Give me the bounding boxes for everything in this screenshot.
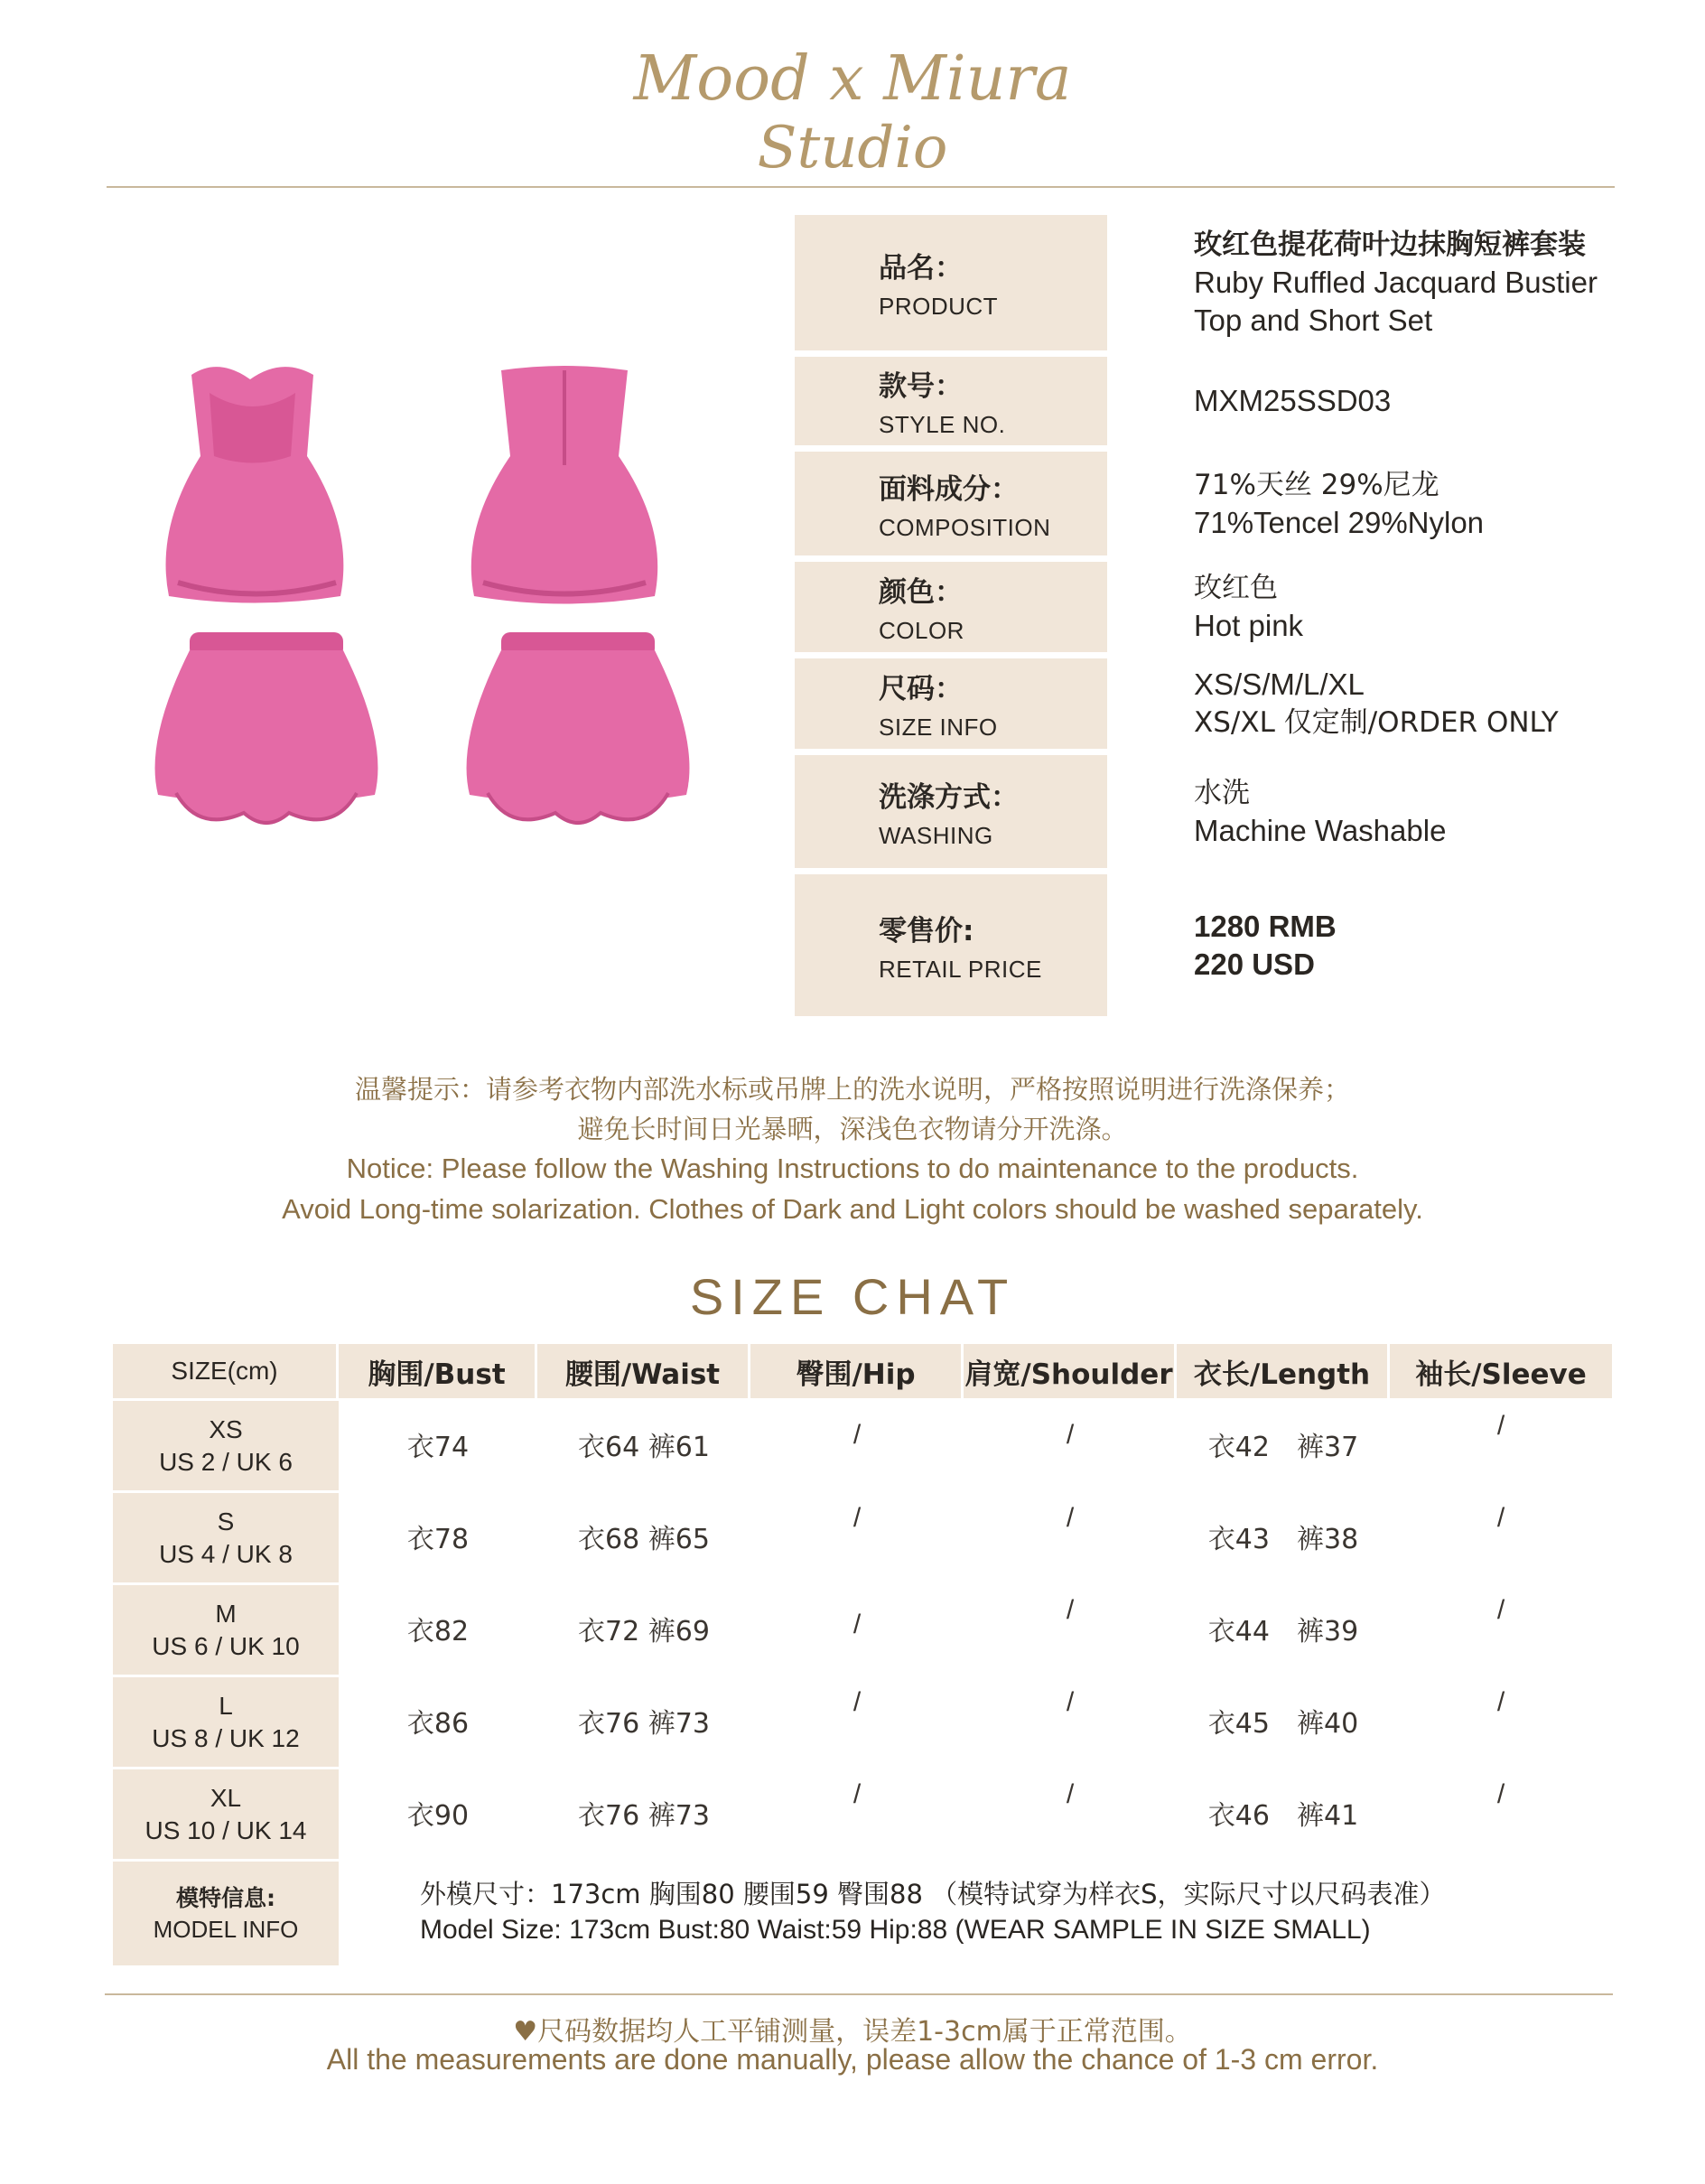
spec-key-en: COLOR [879,617,964,644]
size-cell [113,1490,339,1582]
bust-cell: 衣78 [406,1524,470,1555]
size-label: M [215,1599,237,1628]
notice-en-line2: Avoid Long-time solarization. Clothes of Dark and Light colors should be washed separately. [282,1193,1423,1225]
spec-value-line: 71%Tencel 29%Nylon [1194,505,1485,539]
table-row [113,1767,1612,1859]
size-chart-header [113,1344,1612,1398]
size-region: US 8 / UK 12 [152,1723,300,1752]
spec-value-size-info [1107,658,1559,749]
waist-cell: 衣76 裤73 [578,1800,710,1832]
notice-cn-line1: 温馨提示：请参考衣物内部洗水标或吊牌上的洗水说明，严格按照说明进行洗涤保养； [354,1074,1350,1105]
size-chart-table [113,1344,1612,1965]
bottom-divider [105,1993,1613,1995]
size-label: L [219,1691,233,1720]
spec-key-cn: 洗涤方式： [879,780,1019,814]
sleeve-cell: / [1496,1503,1505,1533]
header-size: SIZE(cm) [113,1344,339,1398]
top-divider [107,186,1615,188]
model-info-cn: 外模尺寸：173cm 胸围80 腰围59 臀围88 （模特试穿为样衣S，实际尺寸以尺码表准） [420,1879,1446,1909]
spec-key-washing [795,755,1107,868]
spec-row-style-no [795,357,1635,445]
top-front-image [155,357,354,619]
header-shoulder: 肩宽/Shoulder [964,1344,1177,1398]
spec-value-composition [1107,452,1484,555]
spec-value-color [1107,562,1303,652]
bust-cell: 衣82 [406,1616,470,1647]
spec-value-line: 玫红色 [1194,572,1278,604]
size-cell [113,1675,339,1767]
size-label: S [217,1507,235,1535]
spec-value-line: Hot pink [1194,609,1304,642]
shorts-back-image [456,632,700,835]
spec-key-color [795,562,1107,652]
hip-cell: / [852,1610,862,1639]
spec-value-product [1107,215,1598,350]
spec-row-product [795,215,1635,350]
size-region: US 6 / UK 10 [152,1631,300,1660]
spec-value-line: 玫红色提花荷叶边抹胸短裤套装 [1194,229,1586,261]
brand-logo [0,36,1705,190]
spec-key-cn: 面料成分： [879,472,1019,506]
spec-value-line: 1280 RMB [1194,909,1337,943]
product-photos [144,357,704,845]
spec-key-en: RETAIL PRICE [879,955,1042,983]
sleeve-cell: / [1496,1687,1505,1717]
table-row [113,1490,1612,1582]
spec-row-washing [795,755,1635,868]
length-cell: 衣45 裤40 [1207,1708,1359,1740]
spec-key-en: WASHING [879,821,993,849]
shoulder-cell: / [1066,1687,1075,1717]
size-chart-title: SIZE CHAT [689,1268,1016,1325]
shoulder-cell: / [1066,1503,1075,1533]
spec-key-en: PRODUCT [879,293,999,320]
spec-key-cn: 尺码： [879,673,963,705]
shorts-front-image [144,632,388,835]
spec-value-style-no [1107,357,1391,445]
size-region: US 2 / UK 6 [159,1447,293,1476]
length-cell: 衣44 裤39 [1207,1616,1359,1647]
spec-key-cn: 颜色： [879,576,963,609]
table-row [113,1675,1612,1767]
logo-line1: Mood x Miura [633,43,1072,115]
sleeve-cell: / [1496,1595,1505,1625]
waist-cell: 衣68 裤65 [578,1524,710,1555]
spec-key-en: STYLE NO. [879,411,1006,438]
spec-value-line: MXM25SSD03 [1194,384,1392,417]
header-bust: 胸围/Bust [339,1344,537,1398]
spec-value-line: Top and Short Set [1194,303,1433,337]
spec-value-washing [1107,755,1446,868]
spec-value-line: Machine Washable [1194,813,1447,847]
sleeve-cell: / [1496,1779,1505,1809]
spec-value-line: XS/XL 仅定制/ORDER ONLY [1194,706,1559,739]
spec-key-size-info [795,658,1107,749]
spec-value-line: Ruby Ruffled Jacquard Bustier [1194,266,1598,299]
spec-row-retail-price [795,874,1635,1016]
spec-key-en: COMPOSITION [879,513,1051,541]
model-info-row [113,1859,1612,1965]
hip-cell: / [852,1420,862,1450]
length-cell: 衣46 裤41 [1207,1800,1359,1832]
shoulder-cell: / [1066,1595,1075,1625]
spec-value-line: 水洗 [1194,776,1250,809]
heart-icon: ♥ [513,2016,538,2048]
spec-key-product [795,215,1107,350]
header-sleeve: 袖长/Sleeve [1415,1358,1587,1391]
spec-key-cn: 零售价: [879,914,974,947]
spec-key-en: SIZE INFO [879,714,998,741]
waist-cell: 衣72 裤69 [578,1616,710,1647]
table-row [113,1398,1612,1490]
length-cell: 衣42 裤37 [1207,1432,1359,1463]
bust-cell: 衣74 [406,1432,470,1463]
header-hip: 臀围/Hip [750,1344,964,1398]
spec-key-cn: 品名： [879,252,963,285]
sleeve-cell: / [1496,1411,1505,1441]
spec-value-line: 71%天丝 29%尼龙 [1194,468,1439,501]
waist-cell: 衣64 裤61 [578,1432,710,1463]
hip-cell: / [852,1779,862,1809]
model-info-label [113,1859,339,1965]
logo-line2: Studio [757,115,948,182]
size-label: XL [210,1783,242,1812]
size-label: XS [209,1414,243,1443]
header-waist: 腰围/Waist [537,1344,750,1398]
spec-value-line: 220 USD [1194,947,1315,981]
size-cell [113,1582,339,1675]
table-row [113,1582,1612,1675]
model-info-en: Model Size: 173cm Bust:80 Waist:59 Hip:88 (WEAR SAMPLE IN SIZE SMALL) [420,1915,1371,1945]
spec-key-retail-price [795,874,1107,1016]
bust-cell: 衣90 [406,1800,470,1832]
spec-key-style-no [795,357,1107,445]
length-cell: 衣43 裤38 [1207,1524,1359,1555]
notice-cn-line2: 避免长时间日光暴晒，深浅色衣物请分开洗涤。 [577,1114,1128,1144]
hip-cell: / [852,1687,862,1717]
top-back-image [461,357,668,619]
size-cell [113,1398,339,1490]
spec-row-composition [795,452,1635,555]
spec-value-retail-price [1107,874,1337,1016]
spec-row-color [795,562,1635,652]
notice-en-line1: Notice: Please follow the Washing Instructions to do maintenance to the products. [346,1153,1359,1184]
spec-key-cn: 款号： [879,370,963,403]
model-info-label-cn: 模特信息: [176,1884,275,1911]
header-length: 衣长/Length [1177,1344,1390,1398]
product-spec-table [795,215,1635,1016]
shoulder-cell: / [1066,1420,1075,1450]
model-info-text [339,1859,1446,1965]
bust-cell: 衣86 [406,1708,470,1740]
hip-cell: / [852,1503,862,1533]
footer-note-en: All the measurements are done manually, please allow the chance of 1-3 cm error. [326,2043,1379,2076]
size-region: US 10 / UK 14 [144,1815,307,1844]
footer-cn-text: 尺码数据均人工平铺测量，误差1-3cm属于正常范围。 [537,2016,1192,2048]
model-info-label-en: MODEL INFO [153,1915,299,1943]
size-region: US 4 / UK 8 [159,1539,293,1568]
spec-key-composition [795,452,1107,555]
shoulder-cell: / [1066,1779,1075,1809]
spec-row-size-info [795,658,1635,749]
size-cell [113,1767,339,1859]
spec-value-line: XS/S/M/L/XL [1194,667,1365,701]
waist-cell: 衣76 裤73 [578,1708,710,1740]
